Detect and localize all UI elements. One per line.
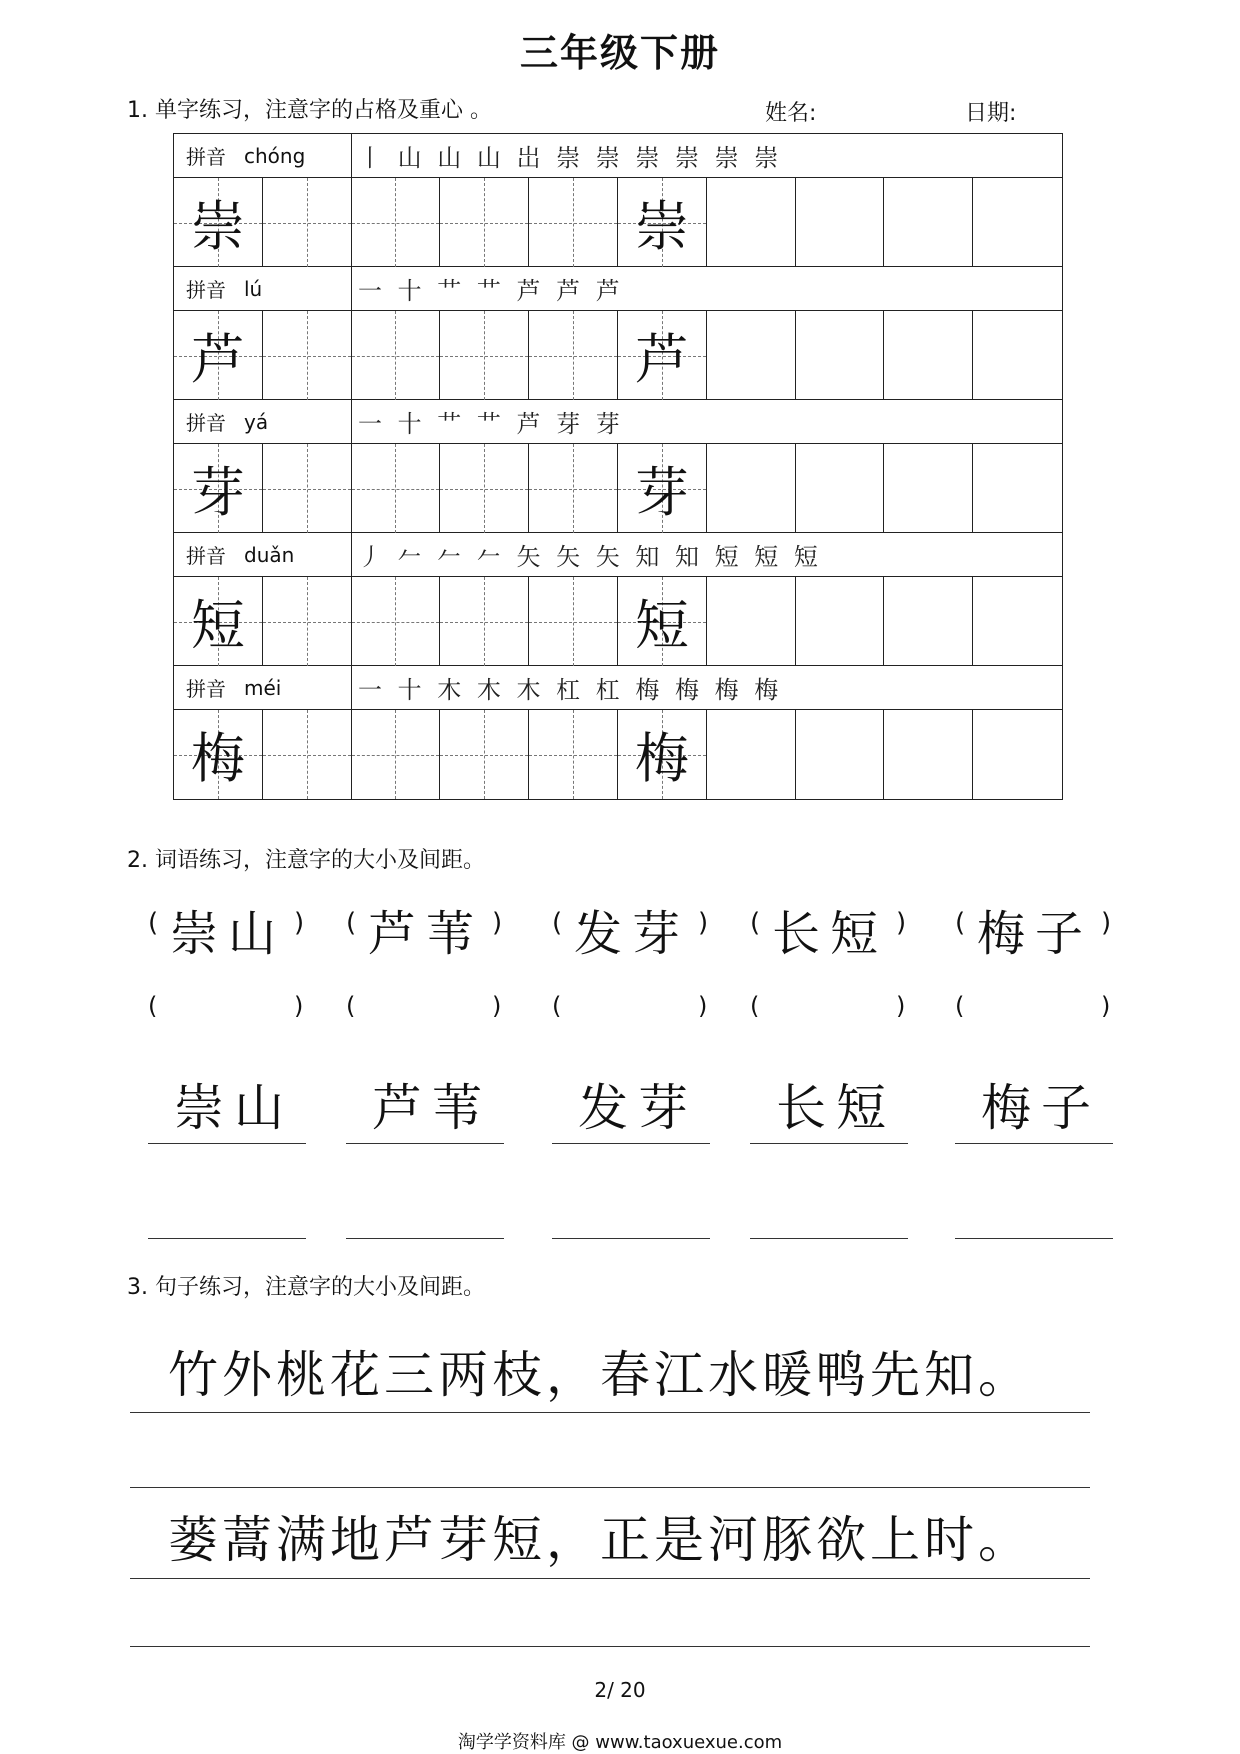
word-blank-line <box>346 1238 504 1239</box>
page-title: 三年级下册 <box>519 31 720 75</box>
paren-open: ( <box>750 908 761 938</box>
sentence-model: 竹外桃花三两枝，春江水暖鸭先知。 <box>168 1346 1032 1404</box>
word-model: 芦苇 <box>372 1079 492 1137</box>
blank-writing-cell <box>263 444 352 533</box>
blank-writing-cell <box>352 710 441 799</box>
blank-writing-cell <box>440 577 529 666</box>
stroke-order: 丿 𠂉 𠂉 𠂉 矢 矢 矢 知 知 短 短 短 <box>358 543 822 571</box>
model-character: 梅 <box>634 727 689 790</box>
sentence-line <box>130 1487 1090 1488</box>
model-character: 崇 <box>190 195 245 258</box>
blank-writing-cell <box>352 178 441 267</box>
blank-writing-cell <box>796 577 885 666</box>
blank-writing-cell <box>796 710 885 799</box>
paren-close: ) <box>1101 908 1112 938</box>
model-char-cell <box>174 311 263 400</box>
model-character: 芦 <box>634 328 689 391</box>
blank-writing-cell <box>440 444 529 533</box>
stroke-order: 丨 山 山 山 岀 崇 崇 崇 崇 崇 崇 <box>358 144 783 172</box>
pinyin-paren-open: ( <box>148 992 158 1020</box>
blank-writing-cell <box>263 710 352 799</box>
model-char-cell <box>618 710 707 799</box>
blank-writing-cell <box>352 577 441 666</box>
word-blank-line <box>148 1238 306 1239</box>
blank-writing-cell <box>352 311 441 400</box>
blank-writing-cell <box>440 311 529 400</box>
paren-open: ( <box>552 908 563 938</box>
model-character: 芽 <box>190 461 245 524</box>
pinyin-label-cell <box>174 666 352 709</box>
blank-writing-cell <box>884 311 973 400</box>
word-model: 崇山 <box>174 1079 294 1137</box>
pinyin-label-cell <box>174 533 352 576</box>
pinyin-paren-open: ( <box>750 992 760 1020</box>
paren-open: ( <box>955 908 966 938</box>
pinyin-label-cell <box>174 267 352 310</box>
model-char-cell <box>174 577 263 666</box>
blank-writing-cell <box>884 444 973 533</box>
blank-writing-cell <box>529 710 618 799</box>
blank-writing-cell <box>707 577 796 666</box>
model-char-cell <box>618 577 707 666</box>
pinyin-paren-open: ( <box>955 992 965 1020</box>
blank-writing-cell <box>796 178 885 267</box>
page-number: 2/ 20 <box>594 1678 646 1702</box>
pinyin-label: 拼音 <box>186 677 226 701</box>
paren-close: ) <box>896 908 907 938</box>
stroke-practice-grid <box>173 133 1063 800</box>
blank-writing-cell <box>352 444 441 533</box>
stroke-order: 一 十 艹 艹 芦 芽 芽 <box>358 410 624 438</box>
pinyin-row <box>174 400 1062 444</box>
word-blank-line <box>955 1238 1113 1239</box>
pinyin-value: duǎn <box>244 542 295 567</box>
paren-open: ( <box>346 908 357 938</box>
blank-writing-cell <box>529 311 618 400</box>
model-char-cell <box>174 178 263 267</box>
blank-writing-cell <box>973 311 1062 400</box>
sentence-model: 蒌蒿满地芦芽短，正是河豚欲上时。 <box>168 1511 1032 1569</box>
section2-heading: 2. 词语练习，注意字的大小及间距。 <box>127 848 485 873</box>
pinyin-row <box>174 267 1062 311</box>
blank-writing-cell <box>707 710 796 799</box>
pinyin-label: 拼音 <box>186 278 226 302</box>
pinyin-paren-open: ( <box>346 992 356 1020</box>
word-underline <box>955 1143 1113 1144</box>
blank-writing-cell <box>796 311 885 400</box>
pinyin-value: yá <box>244 409 269 434</box>
word-underline <box>148 1143 306 1144</box>
word-model: 发芽 <box>578 1079 698 1137</box>
blank-writing-cell <box>884 710 973 799</box>
sentence-line <box>130 1646 1090 1647</box>
blank-writing-cell <box>263 311 352 400</box>
sentence-line <box>130 1578 1090 1579</box>
word-paren-display: 芦苇 <box>368 906 485 962</box>
blank-writing-cell <box>440 178 529 267</box>
model-char-cell <box>618 311 707 400</box>
pinyin-paren-close: ) <box>294 992 304 1020</box>
pinyin-label: 拼音 <box>186 145 226 169</box>
blank-writing-cell <box>707 444 796 533</box>
blank-writing-cell <box>707 178 796 267</box>
blank-writing-cell <box>973 710 1062 799</box>
writing-row <box>174 311 1062 400</box>
pinyin-label-cell <box>174 400 352 443</box>
model-character: 芽 <box>634 461 689 524</box>
pinyin-row <box>174 533 1062 577</box>
model-char-cell <box>174 710 263 799</box>
word-paren-display: 梅子 <box>977 906 1094 962</box>
model-char-cell <box>174 444 263 533</box>
model-char-cell <box>618 178 707 267</box>
writing-row <box>174 577 1062 666</box>
date-label: 日期: <box>965 101 1017 126</box>
word-underline <box>750 1143 908 1144</box>
blank-writing-cell <box>796 444 885 533</box>
blank-writing-cell <box>884 577 973 666</box>
blank-writing-cell <box>973 444 1062 533</box>
pinyin-label-cell <box>174 134 352 177</box>
writing-row <box>174 178 1062 267</box>
blank-writing-cell <box>263 577 352 666</box>
stroke-order: 一 十 艹 艹 芦 芦 芦 <box>358 277 624 305</box>
word-model: 梅子 <box>981 1079 1101 1137</box>
name-label: 姓名: <box>765 101 817 126</box>
model-character: 短 <box>634 594 689 657</box>
writing-row <box>174 444 1062 533</box>
pinyin-value: lú <box>244 276 263 301</box>
blank-writing-cell <box>529 444 618 533</box>
model-character: 短 <box>190 594 245 657</box>
stroke-order: 一 十 木 木 木 杠 杠 梅 梅 梅 梅 <box>358 676 783 704</box>
pinyin-paren-open: ( <box>552 992 562 1020</box>
blank-writing-cell <box>529 577 618 666</box>
word-underline <box>552 1143 710 1144</box>
model-character: 崇 <box>634 195 689 258</box>
pinyin-row <box>174 134 1062 178</box>
model-character: 芦 <box>190 328 245 391</box>
pinyin-label: 拼音 <box>186 544 226 568</box>
pinyin-paren-close: ) <box>896 992 906 1020</box>
pinyin-paren-close: ) <box>1101 992 1111 1020</box>
section3-heading: 3. 句子练习，注意字的大小及间距。 <box>127 1275 485 1300</box>
pinyin-value: méi <box>244 675 282 700</box>
pinyin-row <box>174 666 1062 710</box>
word-paren-display: 发芽 <box>574 906 691 962</box>
model-char-cell <box>618 444 707 533</box>
paren-close: ) <box>294 908 305 938</box>
blank-writing-cell <box>973 577 1062 666</box>
word-blank-line <box>750 1238 908 1239</box>
blank-writing-cell <box>973 178 1062 267</box>
blank-writing-cell <box>529 178 618 267</box>
paren-close: ) <box>492 908 503 938</box>
footer: 淘学学资料库 @ www.taoxuexue.com <box>457 1732 783 1753</box>
section1-heading: 1. 单字练习，注意字的占格及重心 。 <box>127 98 492 123</box>
word-underline <box>346 1143 504 1144</box>
word-model: 长短 <box>776 1079 896 1137</box>
blank-writing-cell <box>707 311 796 400</box>
pinyin-label: 拼音 <box>186 411 226 435</box>
pinyin-value: chóng <box>244 143 306 168</box>
word-paren-display: 崇山 <box>170 906 287 962</box>
sentence-line <box>130 1412 1090 1413</box>
blank-writing-cell <box>440 710 529 799</box>
model-character: 梅 <box>190 727 245 790</box>
word-paren-display: 长短 <box>772 906 889 962</box>
blank-writing-cell <box>884 178 973 267</box>
pinyin-paren-close: ) <box>492 992 502 1020</box>
pinyin-paren-close: ) <box>698 992 708 1020</box>
writing-row <box>174 710 1062 799</box>
blank-writing-cell <box>263 178 352 267</box>
word-blank-line <box>552 1238 710 1239</box>
paren-open: ( <box>148 908 159 938</box>
paren-close: ) <box>698 908 709 938</box>
